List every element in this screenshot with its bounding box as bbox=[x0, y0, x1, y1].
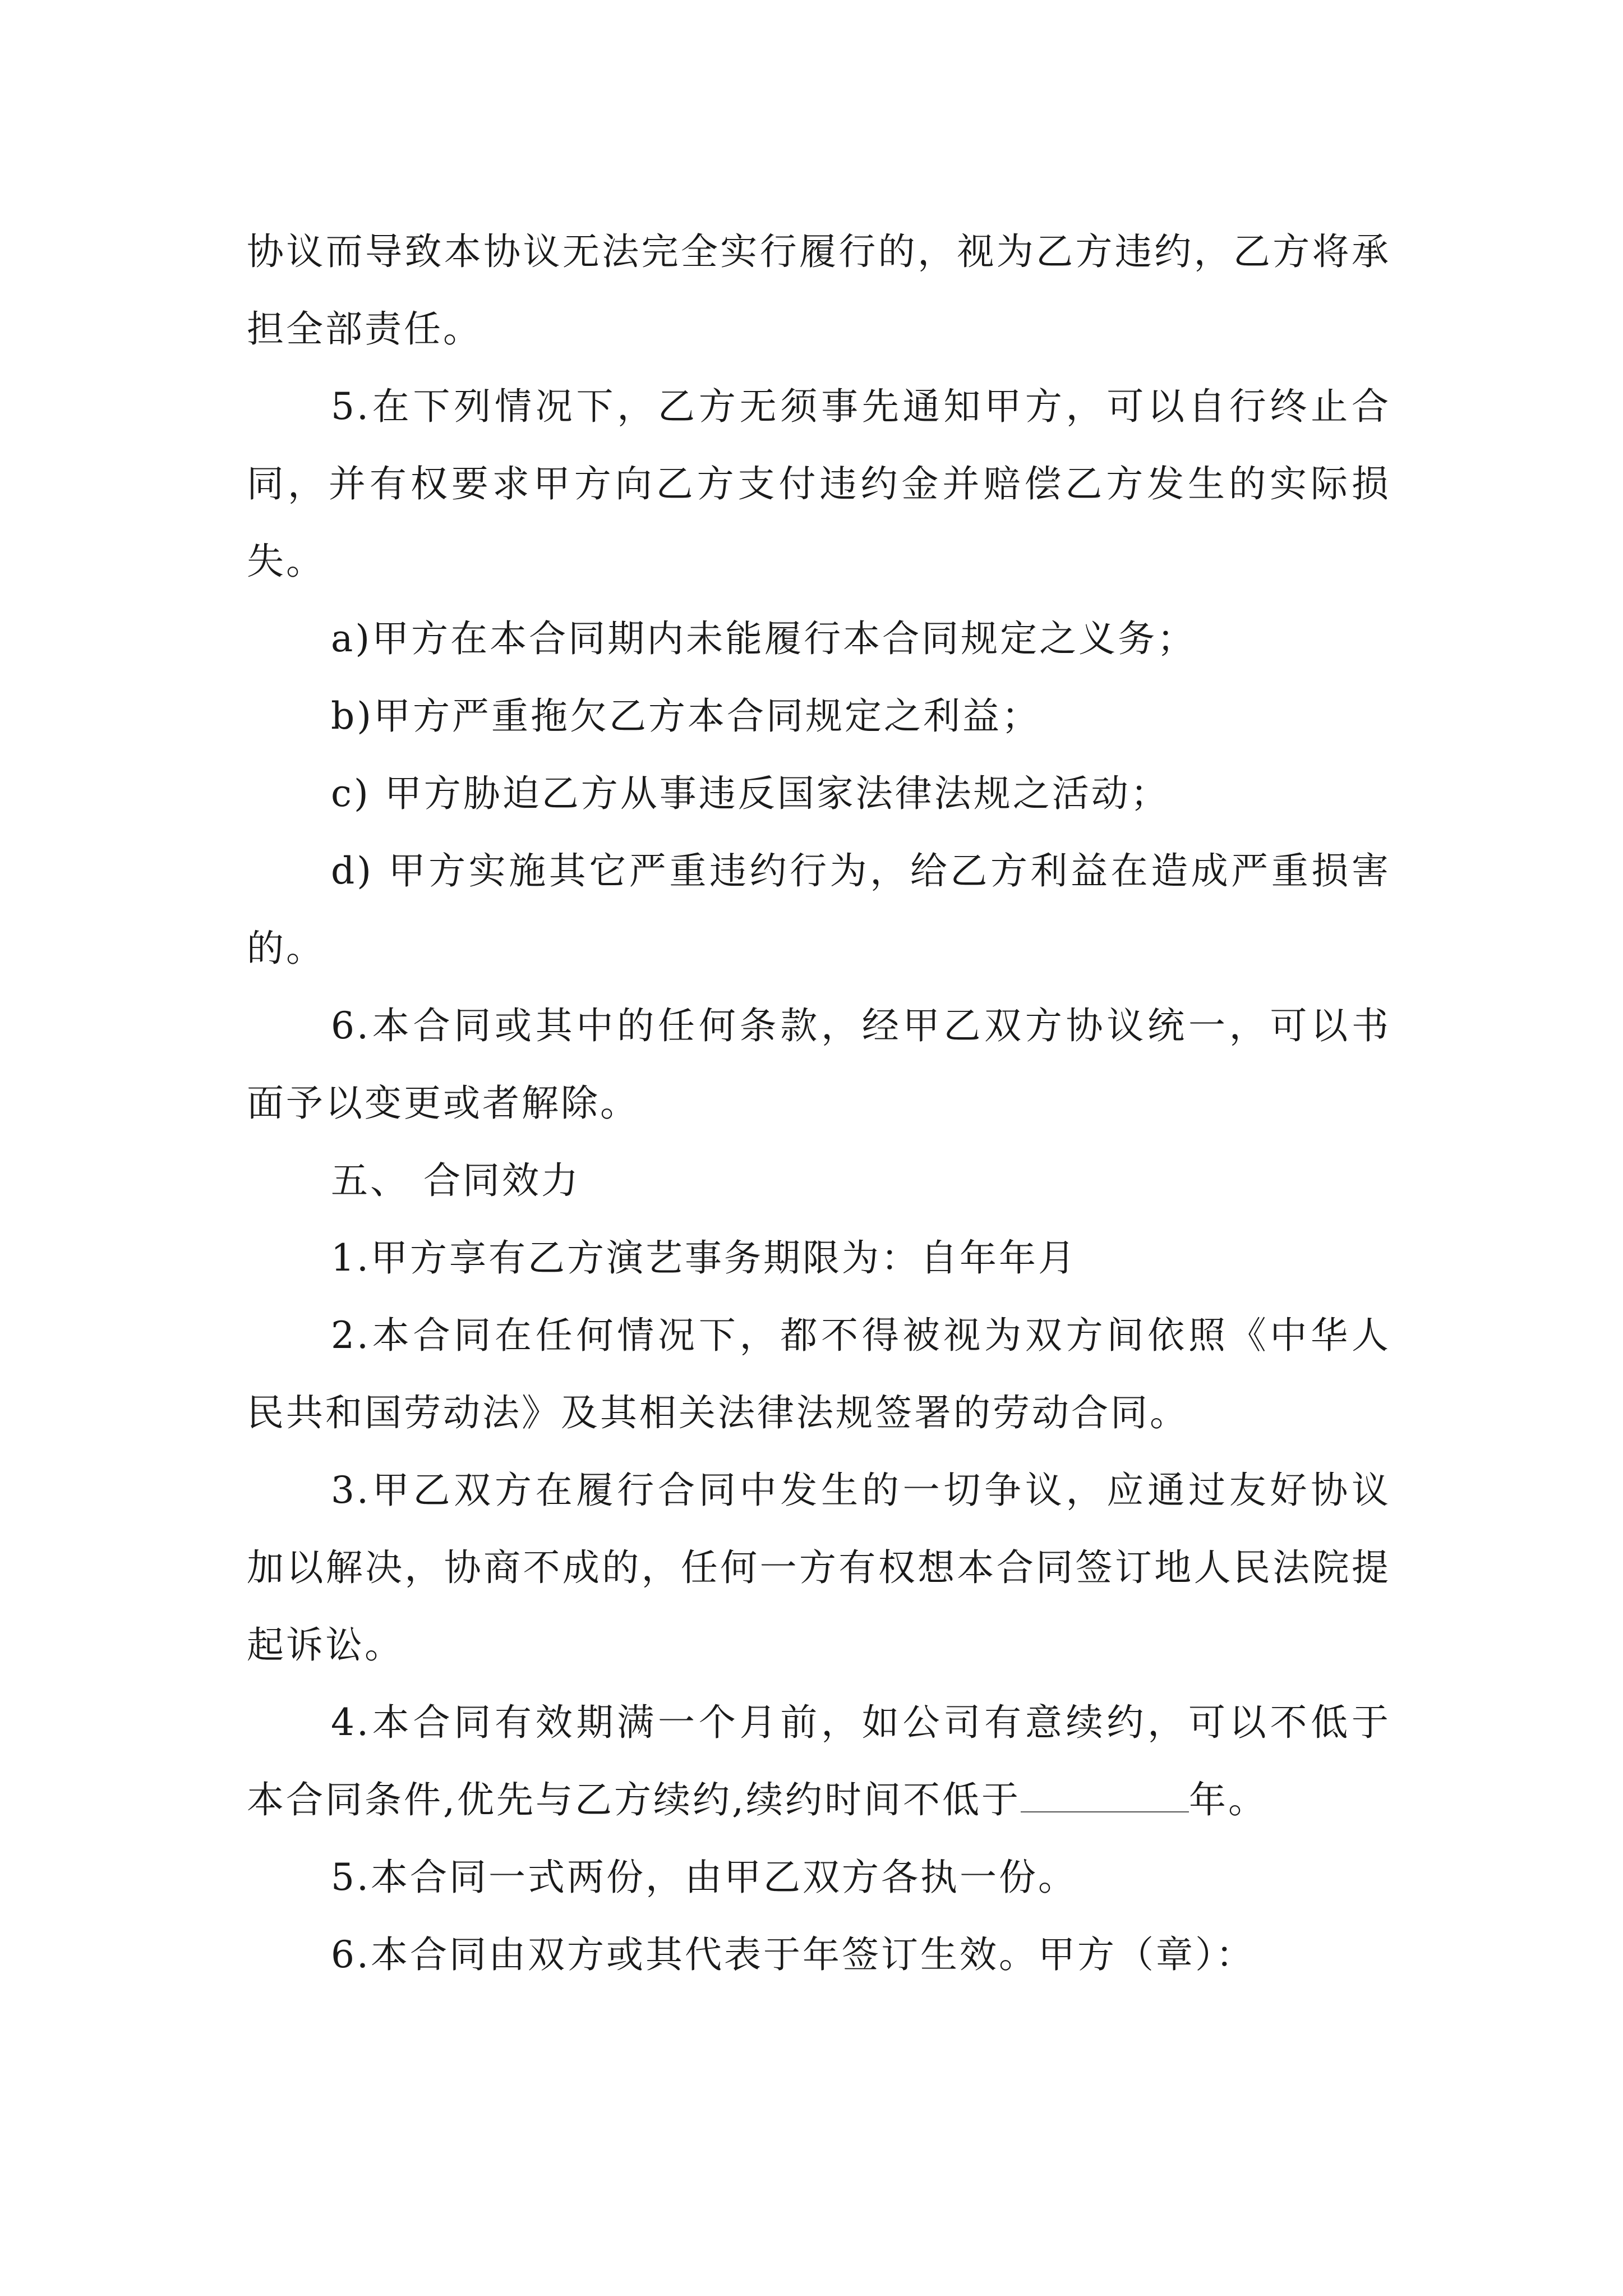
paragraph-continuation: 协议而导致本协议无法完全实行履行的，视为乙方违约，乙方将承担全部责任。 bbox=[247, 230, 1391, 351]
validity-clause-4-text: 4.本合同有效期满一个月前，如公司有意续约，可以不低于本合同条件,优先与乙方续约,续约时间不低于 bbox=[247, 1701, 1391, 1821]
validity-clause-3: 3.甲乙双方在履行合同中发生的一切争议，应通过友好协议加以解决，协商不成的，任何一方有权想本合同签订地人民法院提起诉讼。 bbox=[247, 1469, 1391, 1667]
validity-clause-6: 6.本合同由双方或其代表于年签订生效。甲方（章）： bbox=[331, 1933, 1255, 1976]
clause-6-modification: 6.本合同或其中的任何条款，经甲乙双方协议统一，可以书面予以变更或者解除。 bbox=[247, 1004, 1391, 1125]
clause-5-termination: 5.在下列情况下，乙方无须事先通知甲方，可以自行终止合同，并有权要求甲方向乙方支付违约金并赔偿乙方发生的实际损失。 bbox=[247, 385, 1391, 583]
section-heading-contract-validity: 五、 合同效力 bbox=[331, 1159, 580, 1202]
document-body bbox=[247, 213, 1391, 1994]
validity-clause-5: 5.本合同一式两份，由甲乙双方各执一份。 bbox=[331, 1856, 1077, 1899]
validity-clause-2: 2.本合同在任何情况下，都不得被视为双方间依照《中华人民共和国劳动法》及其相关法律法规签署的劳动合同。 bbox=[247, 1314, 1391, 1434]
clause-item-b: b)甲方严重拖欠乙方本合同规定之利益； bbox=[331, 694, 1041, 738]
validity-clause-4-suffix: 年。 bbox=[1188, 1778, 1267, 1821]
clause-item-a: a)甲方在本合同期内未能履行本合同规定之义务； bbox=[331, 617, 1197, 660]
validity-clause-4 bbox=[247, 1684, 1391, 1839]
clause-item-c: c) 甲方胁迫乙方从事违反国家法律法规之活动； bbox=[331, 772, 1170, 815]
fill-in-blank-line bbox=[1021, 1774, 1189, 1812]
clause-item-d: d) 甲方实施其它严重违约行为，给乙方利益在造成严重损害的。 bbox=[247, 849, 1391, 970]
validity-clause-1: 1.甲方享有乙方演艺事务期限为：自年年月 bbox=[331, 1236, 1077, 1280]
